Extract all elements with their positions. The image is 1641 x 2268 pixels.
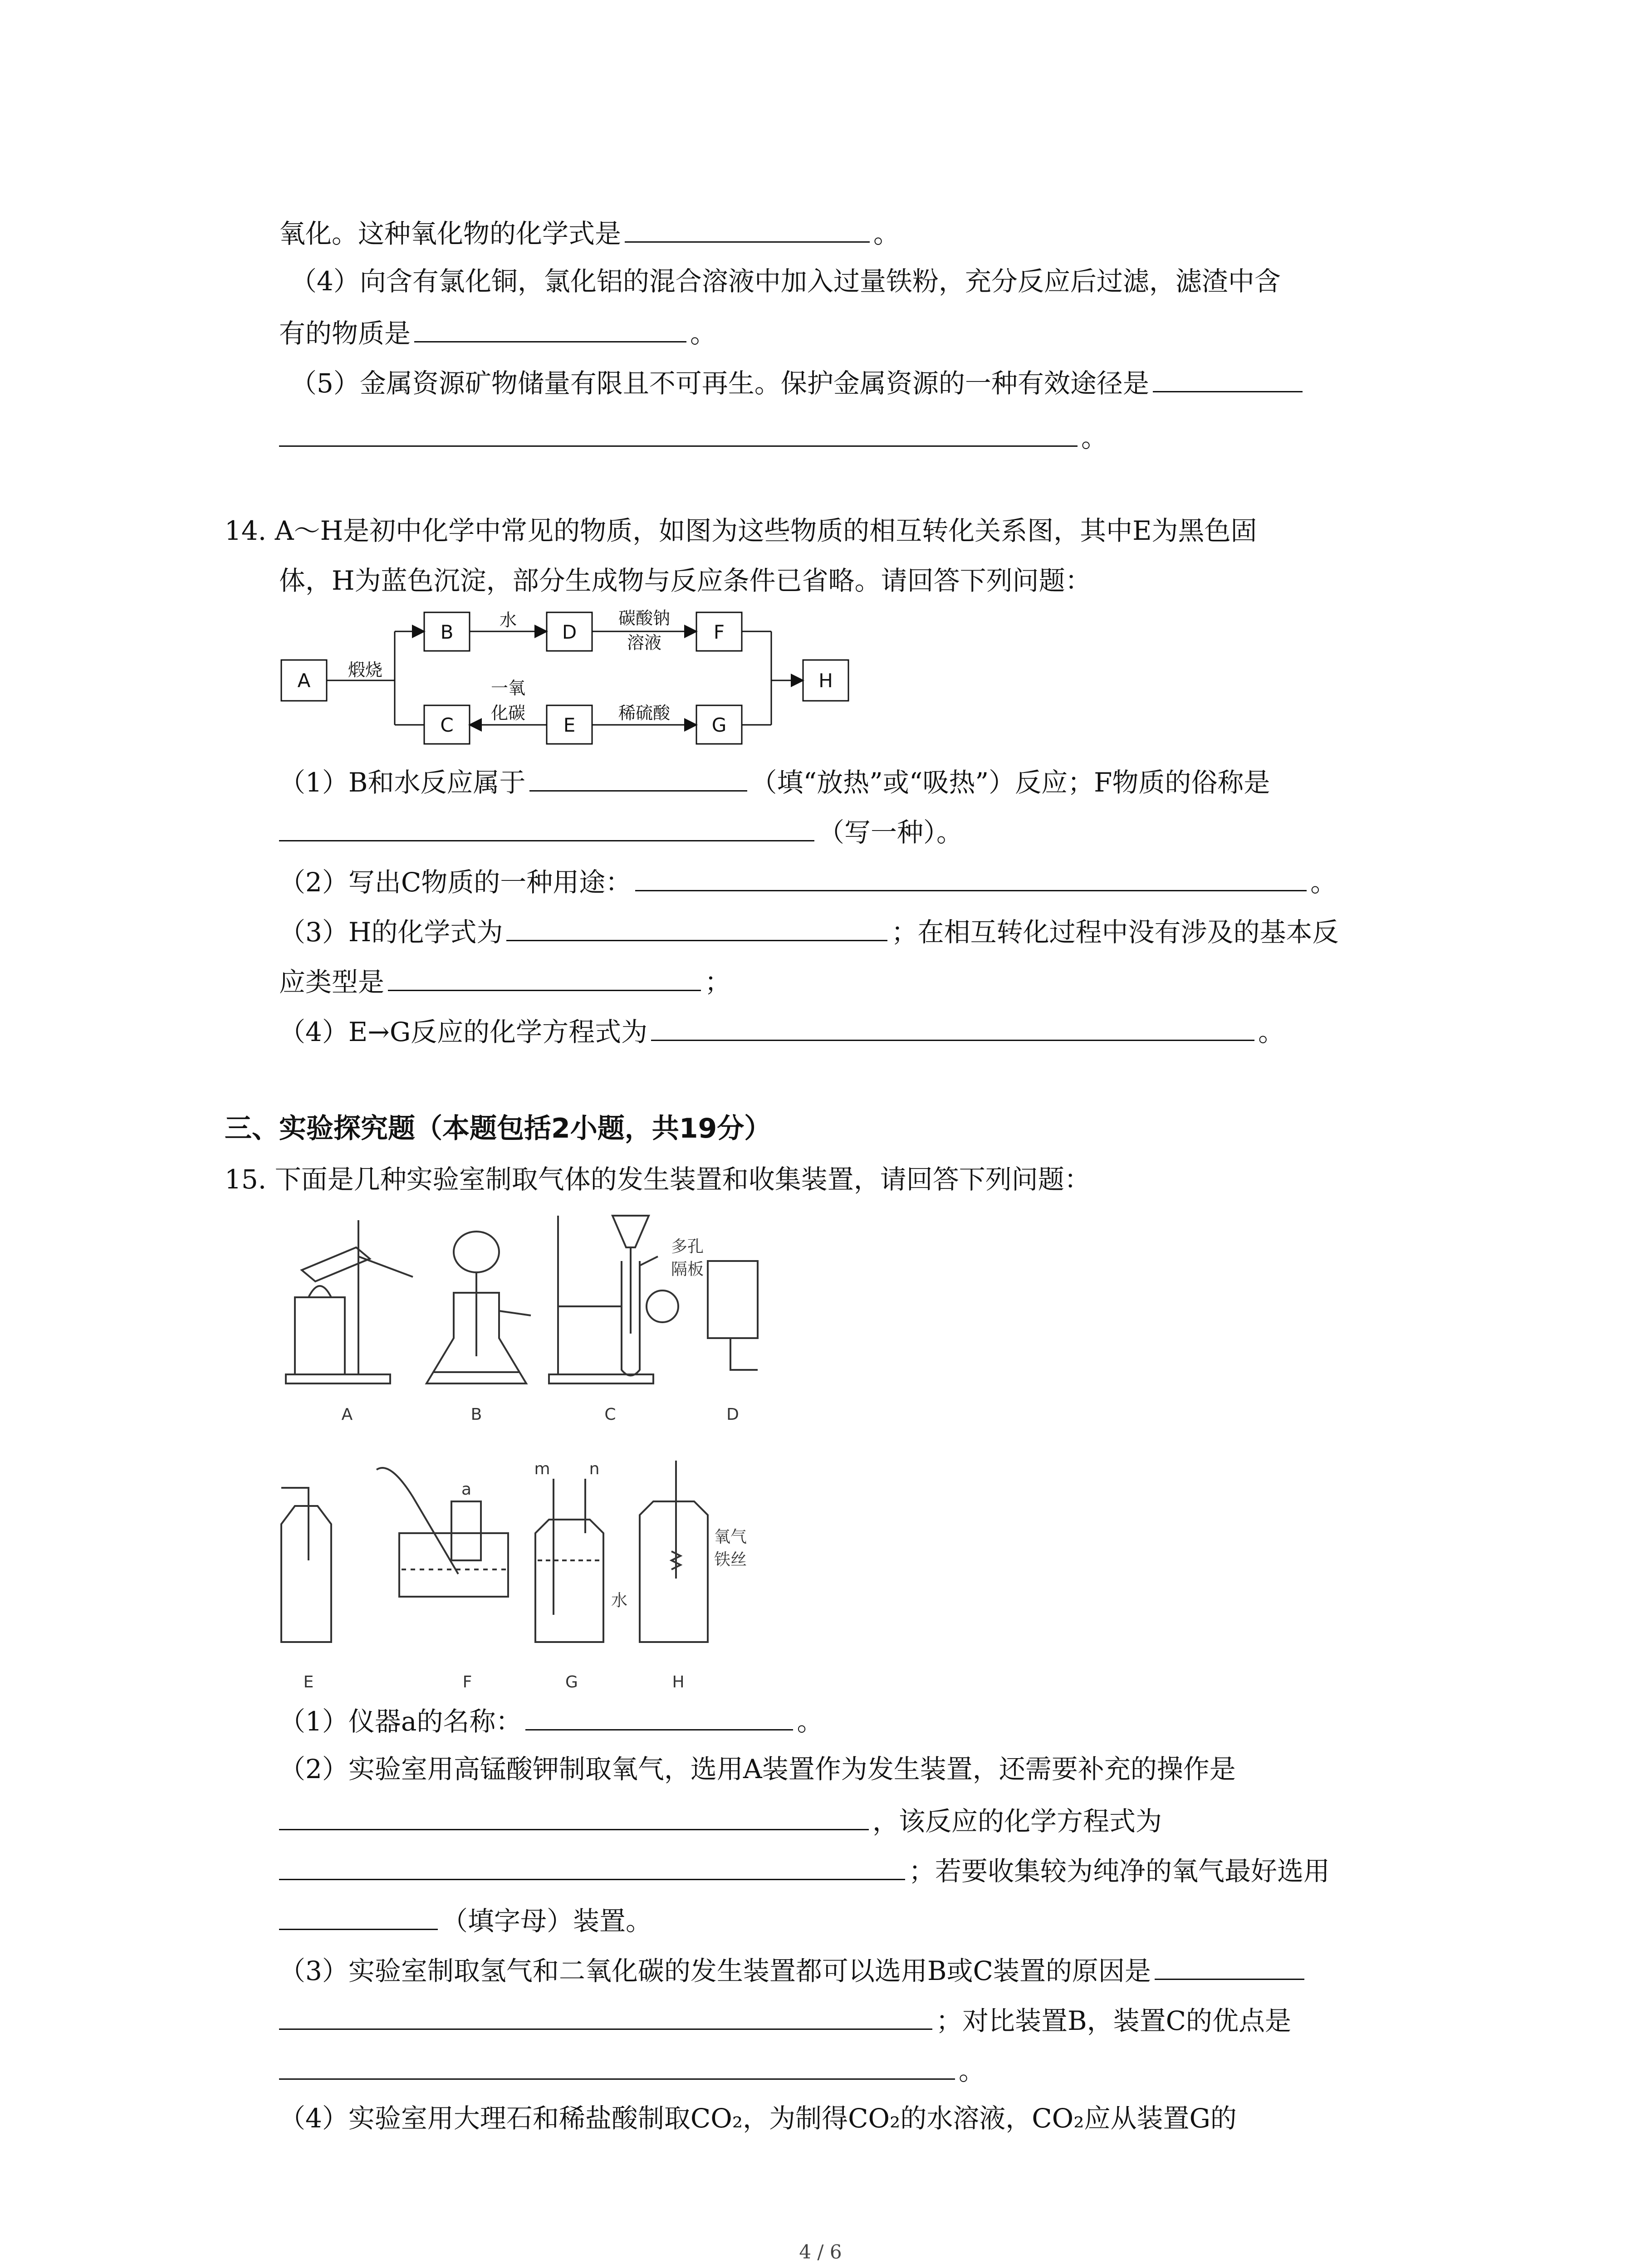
label-a: a: [461, 1480, 472, 1499]
node-A: A: [297, 670, 311, 692]
label-A: A: [341, 1405, 353, 1424]
label-n: n: [589, 1460, 600, 1478]
q15-part-3b: ；对比装置B，装置C的优点是: [279, 2000, 1291, 2039]
apparatus-C: [549, 1216, 678, 1383]
node-B: B: [440, 621, 454, 643]
answer-blank[interactable]: [279, 1851, 905, 1880]
answer-blank[interactable]: [529, 762, 747, 792]
q15-part-2b: ，该反应的化学方程式为: [279, 1801, 1162, 1839]
q14-line-2: 体，H为蓝色沉淀，部分生成物与反应条件已省略。请回答下列问题：: [279, 565, 1092, 596]
answer-blank[interactable]: [414, 313, 686, 342]
label-m: m: [534, 1460, 550, 1478]
label-water: 水: [611, 1591, 628, 1610]
label-solution: 溶液: [627, 633, 662, 653]
q15-part-2a: （2）实验室用高锰酸钾制取氧气，选用A装置作为发生装置，还需要补充的操作是: [279, 1754, 1236, 1784]
answer-blank[interactable]: [1155, 1950, 1304, 1980]
label-water: 水: [499, 610, 517, 630]
q15-part-1: （1）仪器a的名称： 。: [279, 1701, 823, 1740]
q15-apparatus-figure: [277, 1207, 821, 1706]
apparatus-B: [426, 1232, 531, 1383]
node-G: G: [711, 714, 727, 736]
label-co-2: 化碳: [490, 703, 526, 723]
node-H: H: [818, 670, 833, 692]
q14-part-1b: （写一种）。: [279, 812, 963, 850]
answer-blank[interactable]: [279, 417, 1078, 447]
section-heading: 三、实验探究题（本题包括2小题，共19分）: [225, 1113, 772, 1144]
q13-line-5: 。: [279, 417, 1107, 456]
answer-blank[interactable]: [279, 812, 814, 841]
answer-blank[interactable]: [506, 912, 887, 941]
q15-line-1: 15. 下面是几种实验室制取气体的发生装置和收集装置，请回答下列问题：: [225, 1164, 1091, 1195]
label-D: D: [726, 1405, 739, 1424]
node-C: C: [440, 714, 454, 736]
label-na2co3: 碳酸钠: [618, 608, 671, 628]
apparatus-A: [286, 1220, 413, 1383]
label-oxygen: 氧气: [714, 1528, 747, 1546]
label-H: H: [672, 1673, 685, 1691]
q15-part-2c: ；若要收集较为纯净的氧气最好选用: [279, 1851, 1330, 1889]
label-porous: 多孔: [671, 1237, 704, 1256]
q15-part-2d: （填字母）装置。: [279, 1901, 652, 1939]
label-B: B: [470, 1405, 482, 1424]
q14-conversion-diagram: [277, 608, 912, 753]
label-plate: 隔板: [671, 1260, 704, 1279]
answer-blank[interactable]: [279, 1901, 438, 1930]
q15-part-3c: 。: [279, 2050, 985, 2089]
q14-line-1: 14. A～H是初中化学中常见的物质，如图为这些物质的相互转化关系图，其中E为黑色固: [225, 515, 1257, 546]
answer-blank[interactable]: [279, 1801, 869, 1830]
q14-part-4: （4）E→G反应的化学方程式为 。: [279, 1012, 1284, 1050]
apparatus-H: [640, 1461, 708, 1642]
label-E: E: [303, 1673, 314, 1691]
answer-blank[interactable]: [635, 862, 1307, 891]
label-iron-wire: 铁丝: [714, 1550, 747, 1569]
answer-blank[interactable]: [388, 962, 701, 991]
label-h2so4: 稀硫酸: [618, 703, 671, 723]
q13-line-3: 有的物质是 。: [279, 313, 716, 352]
q14-part-3b: 应类型是 ；: [279, 962, 731, 1000]
node-D: D: [562, 621, 577, 643]
label-F: F: [462, 1673, 472, 1691]
q13-line-4: （5）金属资源矿物储量有限且不可再生。保护金属资源的一种有效途径是: [290, 363, 1306, 401]
page-number: 4 / 6: [799, 2241, 842, 2263]
q15-part-4: （4）实验室用大理石和稀盐酸制取CO₂，为制得CO₂的水溶液，CO₂应从装置G的: [279, 2103, 1237, 2134]
answer-blank[interactable]: [279, 2000, 932, 2030]
answer-blank[interactable]: [625, 213, 870, 243]
apparatus-E: [281, 1488, 331, 1642]
apparatus-D: [708, 1261, 758, 1370]
label-co-1: 一氧: [490, 678, 526, 698]
q14-part-2: （2）写出C物质的一种用途： 。: [279, 862, 1337, 900]
answer-blank[interactable]: [525, 1701, 793, 1730]
q14-part-1a: （1）B和水反应属于 （填“放热”或“吸热”）反应；F物质的俗称是: [279, 762, 1270, 801]
apparatus-F: [377, 1468, 508, 1597]
label-G: G: [565, 1673, 578, 1691]
answer-blank[interactable]: [651, 1012, 1254, 1041]
q13-line-1: 氧化。这种氧化物的化学式是 。: [279, 213, 900, 252]
q15-part-3a: （3）实验室制取氢气和二氧化碳的发生装置都可以选用B或C装置的原因是: [279, 1950, 1308, 1989]
answer-blank[interactable]: [1153, 363, 1303, 392]
node-F: F: [713, 621, 725, 643]
apparatus-G: [535, 1479, 603, 1642]
q14-part-3a: （3）H的化学式为 ；在相互转化过程中没有涉及的基本反: [279, 912, 1339, 950]
label-calcine: 煅烧: [348, 660, 383, 680]
node-E: E: [563, 714, 576, 736]
q13-line-2: （4）向含有氯化铜，氯化铝的混合溶液中加入过量铁粉，充分反应后过滤，滤渣中含: [290, 266, 1281, 297]
label-C: C: [604, 1405, 616, 1424]
answer-blank[interactable]: [279, 2050, 955, 2080]
